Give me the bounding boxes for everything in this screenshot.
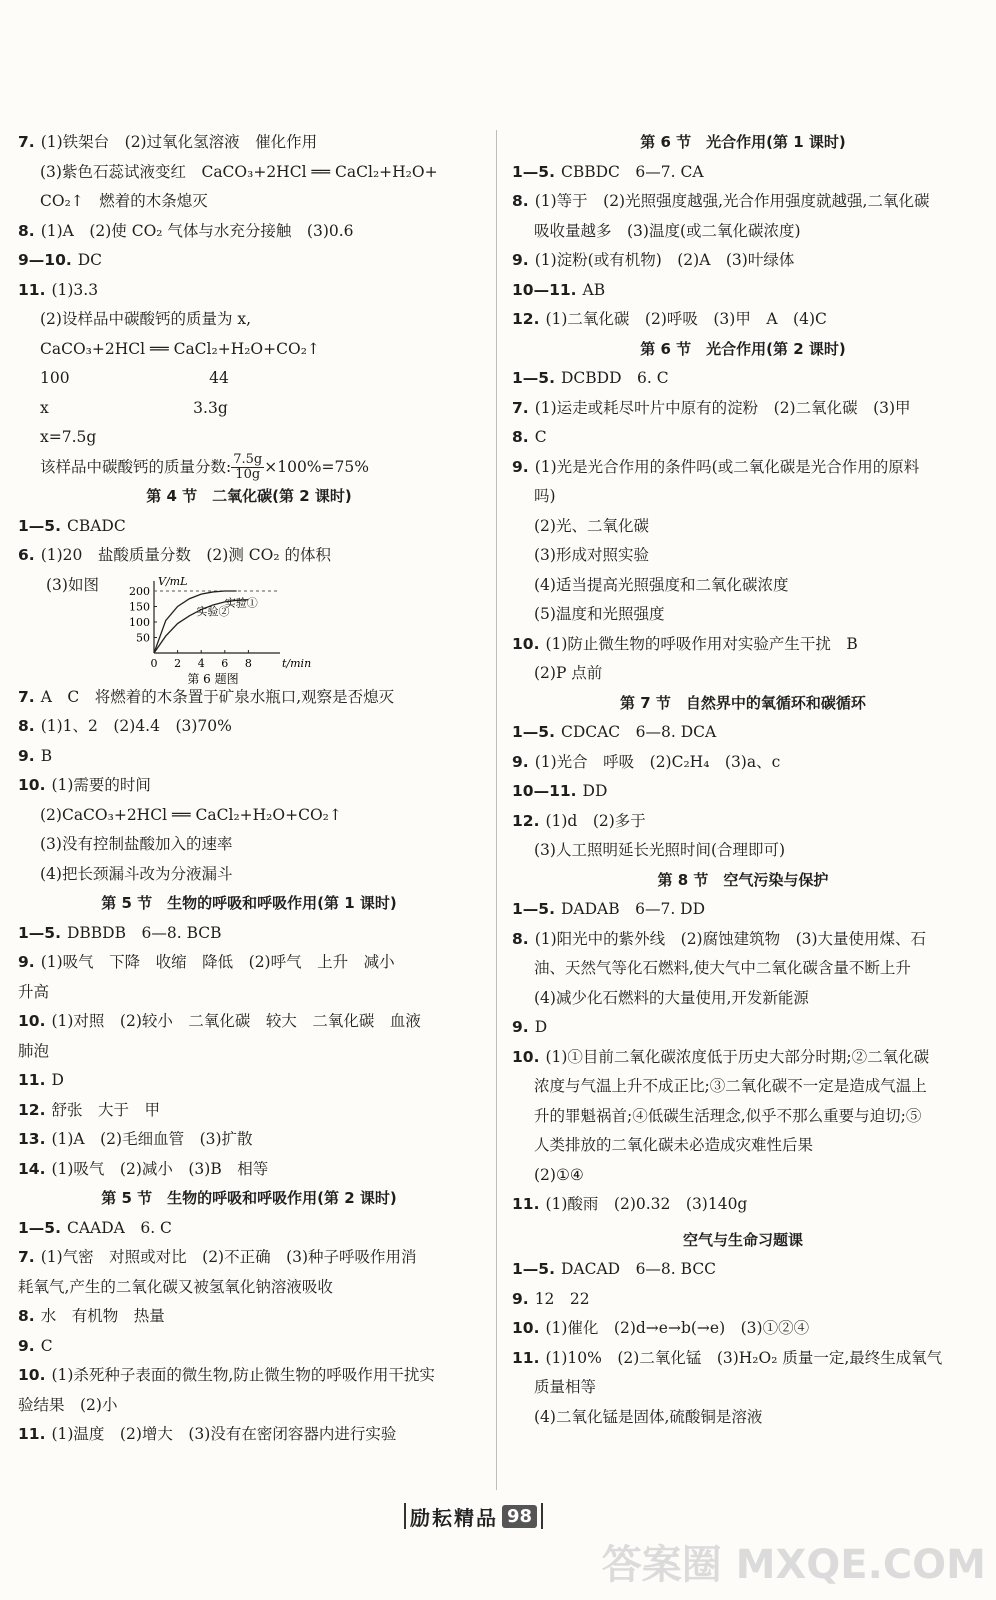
y-tick-label: 50 (136, 631, 150, 644)
y-tick-label: 100 (129, 615, 150, 629)
volume-time-chart (108, 574, 312, 705)
question-number: 10—11. (512, 782, 577, 800)
page-number: 98 (502, 1505, 537, 1528)
answer-text: (2)CaCO₃+2HCl ══ CaCl₂+H₂O+CO₂↑ (40, 805, 342, 824)
figure-block (46, 571, 480, 686)
question-number: 9—10. (18, 251, 72, 269)
answer-text: DADAB 6—7. DD (560, 900, 706, 918)
answer-text: (1)酸雨 (2)0.32 (3)140g (545, 1195, 748, 1213)
answer-text: AB (582, 280, 606, 299)
answer-line (18, 158, 480, 188)
answer-line (18, 1391, 480, 1421)
answer-text: (3)没有控制盐酸加入的速率 (40, 835, 233, 853)
answer-line (512, 423, 974, 453)
answer-text: (1)光是光合作用的条件吗(或二氧化碳是光合作用的原料 (534, 457, 920, 476)
answer-line (18, 919, 480, 949)
answer-line (18, 187, 480, 217)
answer-line (18, 423, 480, 453)
answer-text: 升高 (18, 982, 50, 1001)
answer-text: (1)杀死种子表面的微生物,防止微生物的呼吸作用干扰实 (51, 1366, 435, 1384)
x-tick-label: 6 (221, 656, 229, 670)
answer-text: (2)P 点前 (534, 664, 603, 682)
page-footer (400, 1500, 547, 1532)
answer-line (512, 1255, 974, 1285)
watermark: 答案圈 MXQE.COM (601, 1542, 986, 1588)
question-number: 11. (512, 1348, 540, 1367)
answer-line (18, 1302, 480, 1332)
series-label-2: 实验② (196, 604, 230, 618)
question-number: 8. (18, 1307, 35, 1325)
x-tick-label: 4 (197, 656, 205, 670)
question-number: 9. (512, 457, 529, 476)
answer-line (18, 276, 480, 306)
question-number: 9. (18, 1336, 35, 1355)
answer-line (512, 718, 974, 748)
answer-text: (1)光合 呼吸 (2)C₂H₄ (3)a、c (534, 752, 781, 771)
question-number: 10. (512, 634, 540, 653)
answer-text: (1)10% (2)二氧化锰 (3)H₂O₂ 质量一定,最终生成氧气 (545, 1348, 943, 1367)
answer-line (512, 895, 974, 925)
question-number: 11. (18, 280, 46, 299)
answer-text: A C 将燃着的木条置于矿泉水瓶口,观察是否熄灭 (40, 687, 395, 706)
question-number: 9. (18, 746, 35, 765)
y-axis-label: V/mL (158, 574, 188, 588)
answer-text: (1)d (2)多于 (545, 811, 646, 830)
question-number: 1—5. (18, 1218, 61, 1237)
answer-line (18, 128, 480, 158)
footer-bar-left (404, 1503, 406, 1529)
answer-text: 验结果 (2)小 (18, 1395, 118, 1414)
answer-line (512, 777, 974, 807)
answer-line (512, 512, 974, 542)
answer-line (512, 1344, 974, 1374)
answer-line (512, 836, 974, 866)
answer-text: (4)把长颈漏斗改为分液漏斗 (40, 864, 233, 883)
answer-line (512, 1403, 974, 1433)
x-tick-label: 0 (150, 656, 158, 670)
answer-line (512, 659, 974, 689)
section-heading: 第 8 节 空气污染与保护 (657, 870, 829, 889)
answer-text: 12 22 (534, 1289, 590, 1308)
answer-line (512, 158, 974, 188)
answer-line (512, 187, 974, 217)
answer-text: 舒张 大于 甲 (51, 1100, 160, 1119)
answer-text: (1)吸气 下降 收缩 降低 (2)呼气 上升 减小 (40, 953, 395, 971)
answer-line (512, 807, 974, 837)
question-number: 9. (512, 251, 529, 269)
answer-line (512, 571, 974, 601)
left-column (18, 128, 480, 1450)
answer-line (512, 541, 974, 571)
section-heading: 第 5 节 生物的呼吸和呼吸作用(第 2 课时) (101, 1189, 397, 1207)
answer-line (18, 948, 480, 978)
answer-line (512, 1373, 974, 1403)
column-divider (496, 130, 497, 1490)
answer-text: (1)催化 (2)d→e→b(→e) (3)①②④ (545, 1319, 810, 1337)
figure-label: (3)如图 (46, 575, 99, 594)
answer-text: 水 有机物 热量 (40, 1307, 165, 1325)
answer-text: C (40, 1336, 53, 1355)
question-number: 8. (512, 428, 529, 446)
answer-line (18, 305, 480, 335)
answer-line (512, 984, 974, 1014)
answer-text: (3)紫色石蕊试液变红 CaCO₃+2HCl ══ CaCl₂+H₂O+ (40, 162, 438, 181)
answer-text: 100 44 (40, 369, 229, 387)
answer-text: (1)A (2)使 CO₂ 气体与水充分接触 (3)0.6 (40, 221, 354, 240)
answer-line (18, 712, 480, 742)
answer-line (512, 1013, 974, 1043)
answer-line (18, 541, 480, 571)
answer-line (512, 1190, 974, 1220)
answer-text: C (534, 428, 547, 446)
section-heading: 第 6 节 光合作用(第 1 课时) (640, 133, 846, 151)
answer-text: (2)设样品中碳酸钙的质量为 x, (40, 310, 252, 328)
answer-text: DCBDD 6. C (560, 369, 669, 387)
x-axis-label: t/min (282, 656, 312, 670)
answer-line (512, 1285, 974, 1315)
fraction-denominator: 10g (235, 467, 261, 482)
question-number: 9. (512, 1018, 529, 1036)
question-number: 7. (18, 687, 35, 706)
answer-text: (5)温度和光照强度 (534, 605, 665, 623)
answer-line (512, 482, 974, 512)
answer-text: (1)铁架台 (2)过氧化氢溶液 催化作用 (40, 133, 318, 151)
answer-line (512, 394, 974, 424)
right-column (512, 128, 974, 1432)
answer-line (512, 925, 974, 955)
footer-bar-right (541, 1503, 543, 1529)
answer-line (18, 1273, 480, 1303)
answer-text: (3)人工照明延长光照时间(合理即可) (534, 841, 786, 859)
answer-text: DACAD 6—8. BCC (560, 1260, 717, 1278)
question-number: 1—5. (512, 723, 555, 741)
answer-text: (1)防止微生物的呼吸作用对实验产生干扰 B (545, 634, 858, 653)
answer-line (18, 978, 480, 1008)
question-number: 9. (512, 752, 529, 771)
answer-line (512, 1072, 974, 1102)
fraction-prefix: 该样品中碳酸钙的质量分数: (40, 457, 232, 476)
question-number: 9. (18, 953, 35, 971)
answer-text: 油、天然气等化石燃料,使大气中二氧化碳含量不断上升 (534, 959, 911, 977)
question-number: 8. (18, 221, 35, 240)
section-heading: 第 7 节 自然界中的氧循环和碳循环 (620, 693, 866, 712)
answer-text: (1)等于 (2)光照强度越强,光合作用强度就越强,二氧化碳 (534, 192, 930, 210)
answer-text: (1)二氧化碳 (2)呼吸 (3)甲 A (4)C (545, 310, 827, 328)
answer-line (512, 305, 974, 335)
answer-text: (1)①目前二氧化碳浓度低于历史大部分时期;②二氧化碳 (545, 1047, 930, 1066)
answer-line (512, 630, 974, 660)
answer-text: (4)二氧化锰是固体,硫酸铜是溶液 (534, 1407, 763, 1426)
answer-text: (2)①④ (534, 1165, 584, 1184)
section-heading: 第 6 节 光合作用(第 2 课时) (640, 339, 846, 358)
answer-line (18, 860, 480, 890)
answer-text: 耗氧气,产生的二氧化碳又被氢氧化钠溶液吸收 (18, 1277, 333, 1296)
question-number: 10—11. (512, 280, 577, 299)
answer-line (18, 1243, 480, 1273)
answer-text: (1)温度 (2)增大 (3)没有在密闭容器内进行实验 (51, 1425, 397, 1443)
question-number: 10. (18, 1366, 46, 1384)
answer-line (18, 512, 480, 542)
question-number: 1—5. (18, 923, 61, 942)
question-number: 12. (18, 1100, 46, 1119)
question-number: 1—5. (512, 1260, 555, 1278)
footer-brand: 励耘精品 (410, 1505, 498, 1530)
answer-line (512, 1161, 974, 1191)
answer-text: (3)形成对照实验 (534, 546, 649, 564)
question-number: 8. (512, 929, 529, 948)
answer-text: DD (582, 782, 608, 800)
answer-text: x 3.3g (40, 398, 228, 417)
figure-caption: 第 6 题图 (187, 671, 239, 686)
question-number: 8. (512, 192, 529, 210)
question-number: 7. (512, 398, 529, 417)
answer-text: 升的罪魁祸首;④低碳生活理念,似乎不那么重要与迫切;⑤ (534, 1106, 922, 1125)
answer-line (512, 453, 974, 483)
section-heading: 空气与生命习题课 (682, 1230, 803, 1249)
answer-line (512, 1102, 974, 1132)
fraction-numerator: 7.5g (233, 452, 263, 467)
answer-line (512, 364, 974, 394)
question-number: 10. (512, 1047, 540, 1066)
answer-text: (1)20 盐酸质量分数 (2)测 CO₂ 的体积 (40, 546, 331, 564)
answer-line (18, 1361, 480, 1391)
question-number: 11. (512, 1195, 540, 1213)
answer-text: (1)1、2 (2)4.4 (3)70% (40, 717, 232, 735)
answer-text: (1)3.3 (51, 280, 99, 299)
answer-text: (1)气密 对照或对比 (2)不正确 (3)种子呼吸作用消 (40, 1248, 417, 1266)
fraction (231, 453, 264, 482)
question-number: 13. (18, 1130, 46, 1148)
answer-line (18, 771, 480, 801)
answer-line (512, 748, 974, 778)
answer-text: CBBDC 6—7. CA (560, 162, 704, 181)
answer-line (18, 1125, 480, 1155)
answer-text: (1)需要的时间 (51, 776, 151, 794)
section-heading: 第 5 节 生物的呼吸和呼吸作用(第 1 课时) (101, 894, 397, 912)
answer-text: 吗) (534, 487, 556, 505)
answer-text: CaCO₃+2HCl ══ CaCl₂+H₂O+CO₂↑ (40, 339, 320, 358)
answer-line (512, 1043, 974, 1073)
fraction-suffix: ×100%=75% (264, 457, 369, 476)
answer-text: (1)阳光中的紫外线 (2)腐蚀建筑物 (3)大量使用煤、石 (534, 929, 927, 948)
answer-text: (4)减少化石燃料的大量使用,开发新能源 (534, 988, 809, 1007)
answer-line (512, 217, 974, 247)
answer-line (18, 1066, 480, 1096)
answer-line (18, 1155, 480, 1185)
answer-line (18, 1332, 480, 1362)
answer-text: D (534, 1018, 548, 1036)
series-label-1: 实验① (224, 596, 258, 609)
answer-text: 人类排放的二氧化碳未必造成灾难性后果 (534, 1136, 814, 1154)
answer-text: 肺泡 (18, 1041, 50, 1060)
answer-text: (4)适当提高光照强度和二氧化碳浓度 (534, 575, 789, 594)
answer-line (18, 1037, 480, 1067)
answer-line (512, 246, 974, 276)
fraction-line (18, 453, 480, 483)
question-number: 6. (18, 546, 35, 564)
answer-text: DC (77, 251, 103, 269)
answer-line (512, 1314, 974, 1344)
question-number: 12. (512, 310, 540, 328)
answer-line (18, 742, 480, 772)
answer-line (512, 600, 974, 630)
question-number: 11. (18, 1425, 46, 1443)
answer-text: B (40, 746, 53, 765)
y-tick-label: 150 (129, 600, 150, 613)
answer-text: (1)吸气 (2)减小 (3)B 相等 (51, 1159, 269, 1178)
question-number: 14. (18, 1159, 46, 1178)
answer-line (18, 801, 480, 831)
question-number: 1—5. (18, 516, 61, 535)
answer-line (18, 394, 480, 424)
x-tick-label: 8 (244, 656, 252, 670)
answer-text: CBADC (66, 516, 126, 535)
question-number: 10. (512, 1319, 540, 1337)
question-number: 8. (18, 717, 35, 735)
question-number: 9. (512, 1289, 529, 1308)
answer-line (18, 830, 480, 860)
y-tick-label: 200 (129, 584, 150, 598)
answer-text: 质量相等 (534, 1378, 597, 1396)
answer-line (512, 1131, 974, 1161)
question-number: 10. (18, 1012, 46, 1030)
answer-line (18, 1420, 480, 1450)
answer-text: D (51, 1071, 64, 1089)
question-number: 1—5. (512, 369, 555, 387)
x-tick-label: 2 (174, 656, 182, 670)
answer-text: CO₂↑ 燃着的木条熄灭 (40, 192, 208, 210)
question-number: 7. (18, 133, 35, 151)
answer-text: (1)运走或耗尽叶片中原有的淀粉 (2)二氧化碳 (3)甲 (534, 398, 911, 417)
section-heading: 第 4 节 二氧化碳(第 2 课时) (146, 487, 352, 505)
answer-text: (1)淀粉(或有机物) (2)A (3)叶绿体 (534, 251, 795, 269)
answer-text: (2)光、二氧化碳 (534, 516, 649, 535)
answer-line (18, 364, 480, 394)
answer-line (18, 1096, 480, 1126)
answer-line (18, 1214, 480, 1244)
answer-line (512, 954, 974, 984)
question-number: 1—5. (512, 162, 555, 181)
question-number: 12. (512, 811, 540, 830)
answer-text: CAADA 6. C (66, 1218, 172, 1237)
answer-text: x=7.5g (40, 428, 97, 446)
answer-text: CDCAC 6—8. DCA (560, 723, 717, 741)
answer-line (512, 276, 974, 306)
answer-line (18, 246, 480, 276)
answer-line (18, 217, 480, 247)
answer-text: DBBDB 6—8. BCB (66, 923, 222, 942)
answer-text: 吸收量越多 (3)温度(或二氧化碳浓度) (534, 221, 801, 240)
answer-line (18, 1007, 480, 1037)
answer-text: 浓度与气温上升不成正比;③二氧化碳不一定是造成气温上 (534, 1077, 927, 1095)
question-number: 11. (18, 1071, 46, 1089)
answer-line (18, 335, 480, 365)
question-number: 7. (18, 1248, 35, 1266)
question-number: 1—5. (512, 900, 555, 918)
answer-text: (1)A (2)毛细血管 (3)扩散 (51, 1130, 253, 1148)
answer-text: (1)对照 (2)较小 二氧化碳 较大 二氧化碳 血液 (51, 1012, 421, 1030)
question-number: 10. (18, 776, 46, 794)
